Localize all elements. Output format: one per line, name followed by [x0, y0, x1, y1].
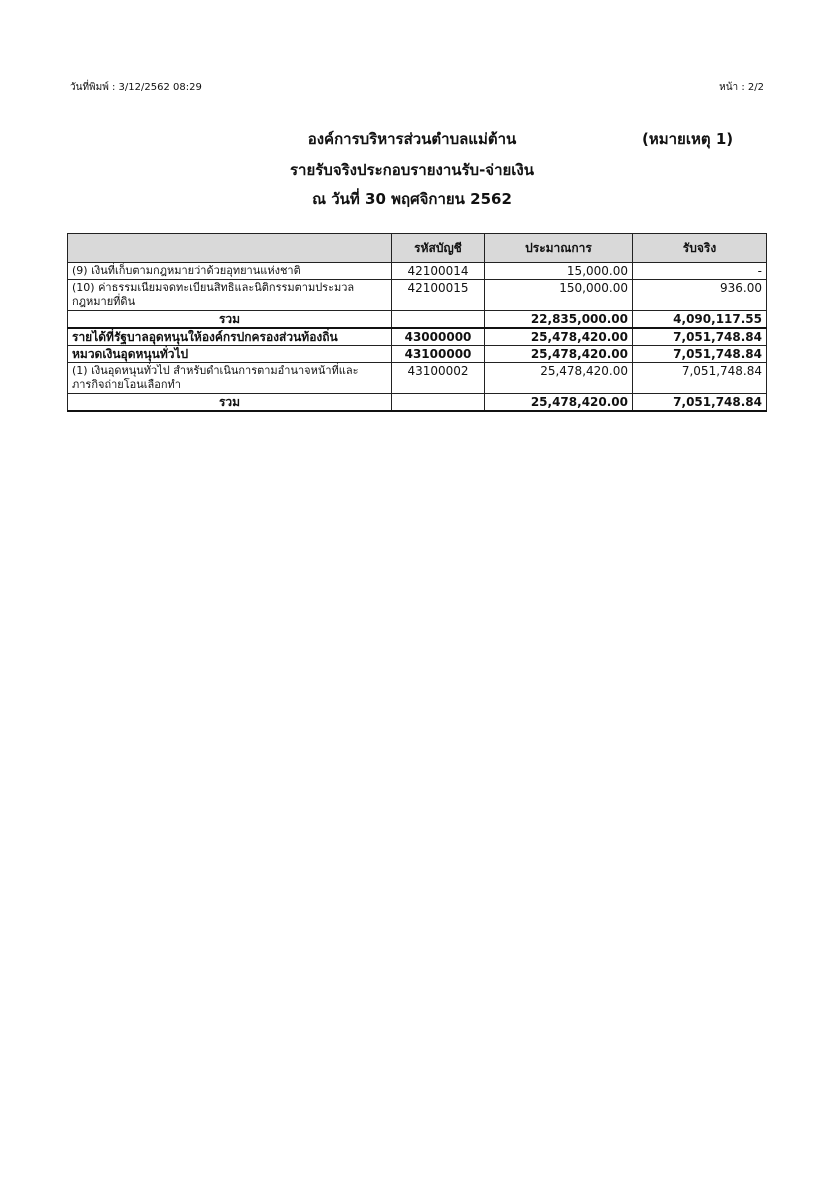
row-account-code: 43100000	[392, 346, 485, 363]
row-description: (1) เงินอุดหนุนทั่วไป สำหรับดำเนินการตามอำนาจหน้าที่และภารกิจถ่ายโอนเลือกทำ	[68, 363, 392, 394]
row-budget: 25,478,420.00	[485, 328, 633, 346]
category-row	[68, 346, 767, 363]
row-description: รายได้ที่รัฐบาลอุดหนุนให้องค์กรปกครองส่วนท้องถิ่น	[68, 328, 392, 346]
table-row	[68, 263, 767, 280]
revenue-table	[67, 233, 767, 412]
subtotal-label: รวม	[68, 394, 392, 412]
row-description: หมวดเงินอุดหนุนทั่วไป	[68, 346, 392, 363]
row-budget: 150,000.00	[485, 280, 633, 311]
print-date: วันที่พิมพ์ : 3/12/2562 08:29	[70, 82, 202, 93]
row-budget: 15,000.00	[485, 263, 633, 280]
subtotal-label: รวม	[68, 311, 392, 329]
header-account-code: รหัสบัญชี	[392, 234, 485, 263]
row-actual: 936.00	[633, 280, 767, 311]
row-account-code: 43100002	[392, 363, 485, 394]
header-budget: ประมาณการ	[485, 234, 633, 263]
subtotal-row	[68, 311, 767, 329]
row-actual: 4,090,117.55	[633, 311, 767, 329]
row-budget: 25,478,420.00	[485, 346, 633, 363]
category-row	[68, 328, 767, 346]
report-date: ณ วันที่ 30 พฤศจิกายน 2562	[312, 190, 512, 208]
report-title: รายรับจริงประกอบรายงานรับ-จ่ายเงิน	[289, 161, 535, 179]
table-row	[68, 280, 767, 311]
header-description	[68, 234, 392, 263]
page-number: หน้า : 2/2	[719, 82, 764, 93]
row-account-code: 43000000	[392, 328, 485, 346]
row-description: (10) ค่าธรรมเนียมจดทะเบียนสิทธิและนิติกรรมตามประมวลกฎหมายที่ดิน	[68, 280, 392, 311]
row-budget: 25,478,420.00	[485, 363, 633, 394]
row-actual: -	[633, 263, 767, 280]
table-row	[68, 363, 767, 394]
table-header-row	[68, 234, 767, 263]
row-actual: 7,051,748.84	[633, 394, 767, 412]
row-actual: 7,051,748.84	[633, 328, 767, 346]
row-account-code	[392, 394, 485, 412]
row-budget: 25,478,420.00	[485, 394, 633, 412]
row-budget: 22,835,000.00	[485, 311, 633, 329]
row-account-code	[392, 311, 485, 329]
row-actual: 7,051,748.84	[633, 346, 767, 363]
row-account-code: 42100015	[392, 280, 485, 311]
row-description: (9) เงินที่เก็บตามกฎหมายว่าด้วยอุทยานแห่งชาติ	[68, 263, 392, 280]
row-actual: 7,051,748.84	[633, 363, 767, 394]
row-account-code: 42100014	[392, 263, 485, 280]
note-label: (หมายเหตุ 1)	[642, 130, 734, 148]
subtotal-row	[68, 394, 767, 412]
organization-title: องค์การบริหารส่วนตำบลแม่ต้าน	[307, 130, 517, 148]
header-actual: รับจริง	[633, 234, 767, 263]
